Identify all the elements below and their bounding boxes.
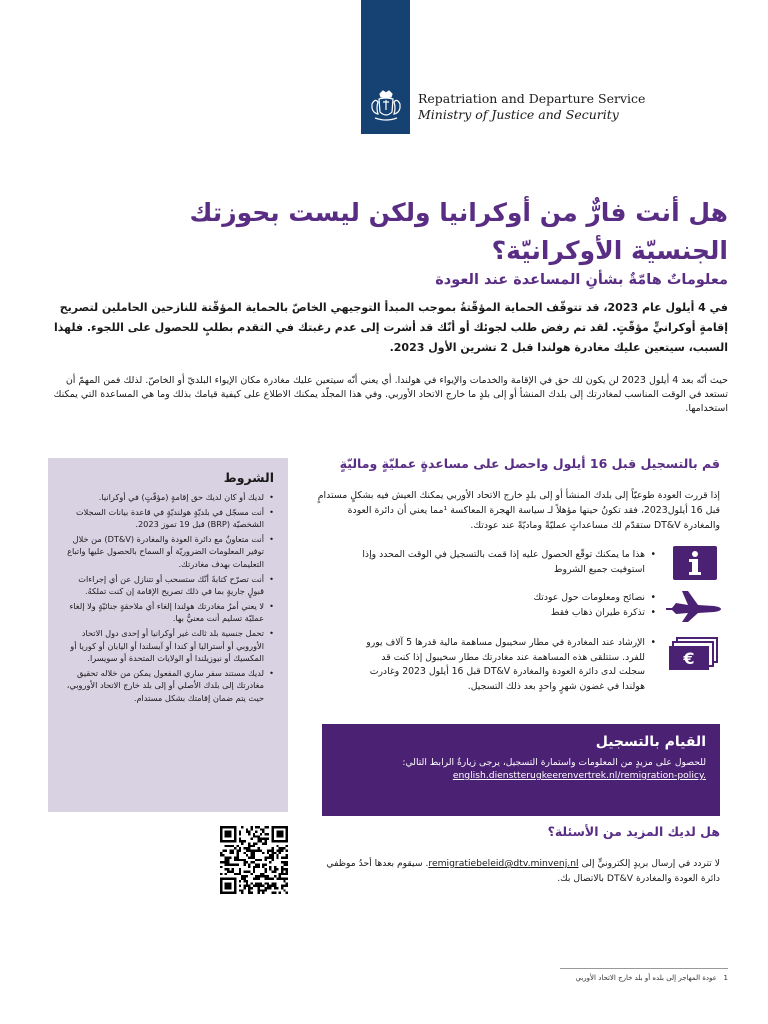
feature-airplane-text — [356, 591, 656, 620]
page-subtitle: معلوماتٌ هامّةٌ بشأنِ المساعدة عند العودة — [435, 272, 728, 288]
page-title: هل أنت فارٌّ من أوكرانيا ولكن ليست بحوزتك الجنسيّة الأوكرانيّة؟ — [189, 198, 728, 265]
intro-paragraph: حيث أنّه بعد 4 أيلول 2023 لن يكون لك حق في الإقامة والخدمات والإيواء في هولندا. أي يعني أنّه سيتعين عليك مغادرة مكان الإيواء البلديّ أو الخاصّ. لذلك فمن المهمّ أن تستعد في الوقت المناسب لمغادرتك إلى بلدك المنشأ أو إلى بلدٍ ما خارج الاتحاد الأوربي. وفي هذا المجلّد يمكنك الاطلاع على كيفية قيامك بذلك وما هي المساعدة التي يمكنك استخدامها. — [53, 375, 728, 414]
feature-item: • نصائح ومعلومات حول عودتك — [356, 591, 656, 606]
svg-text:€: € — [683, 649, 695, 668]
feature-item: • تذكرة طيران ذهاب فقط — [356, 606, 656, 621]
info-icon — [673, 546, 717, 580]
condition-item: • لديك مستند سفر ساري المفعول يمكن من خلاله تحقيق مغادرتك إلى بلدك الأصلي أو إلى بلد خارج الاتحاد الأوروبي، حيث يتم ضمان إقامتك بشكل مستدام. — [60, 667, 274, 705]
airplane-icon — [664, 588, 722, 624]
questions-title: هل لديك المزيد من الأسئلة؟ — [547, 824, 720, 839]
questions-text-before: لا تتردد في إرسال بريدٍ إلكترونيٍّ إلى — [581, 858, 720, 869]
condition-item: • لا يعني أمرُ مغادرتك هولندا إلغاء أي ملاحقةٍ جنائيّةٍ ولا إلغاء عمليّة تسليم أنت معنيٌّ بها. — [60, 600, 274, 625]
contact-email-link[interactable]: remigratiebeleid@dtv.minvenj.nl — [428, 858, 579, 869]
cta-title: القيام بالتسجيل — [595, 734, 706, 750]
lead-paragraph: في 4 أيلول عام 2023، قد تتوقّف الحماية المؤقّتةُ بموجب المبدأ التوجيهي الخاصّ بالحماية المؤقّتة للنازحين الحاملين لتصريح إقامةٍ أوكرانيٍّ مؤقّتٍ. لقد تم رفض طلب لجوئك أو أنّك قد أشرت إلى عدم رغبتك في التقدم بطلبٍ للحصول على اللجوء. فلهذا السبب، سيتعين عليك مغادرة هولندا قبل 2 تشرين الأول 2023. — [53, 301, 728, 354]
feature-item: • هذا ما يمكنك توقّع الحصول عليه إذا قمت بالتسجيل في الوقت المحدد وإذا استوفيت جميع الشروط — [356, 548, 656, 577]
conditions-title: الشروط — [223, 470, 274, 485]
condition-item: • تحمل جنسية بلد ثالث غير أوكرانيا أو إحدى دول الاتحاد الأوروبي أو أستراليا أو كندا أو آيسلندا أو اليابان أو كوريا أو المكسيك أو نيوزيلندا أو الولايات المتحدة أو سويسرا. — [60, 627, 274, 665]
condition-item: • لديك أو كان لديك حق إقامةٍ (مؤقّتٍ) في أوكرانيا. — [60, 491, 274, 504]
qr-code[interactable] — [220, 826, 288, 894]
footnote — [508, 974, 728, 982]
questions-text-after: . سيقوم بعدها أحدُ موظفي دائرة العودة والمغادرة DT&V بالاتصال بك. — [326, 858, 720, 884]
cta-text: للحصول على مزيدٍ من المعلومات واستمارة التسجيل، يرجى زيارةُ الرابط التالي: — [402, 757, 706, 768]
condition-item: • أنت متعاونٌ مع دائرة العودة والمغادرة (DT&V) من خلال توفير المعلومات الضروريّة أو السماح بالحصول عليها واتباع التعليمات بهدف مغادرتك. — [60, 533, 274, 571]
condition-item: • أنت تصرّح كتابةً أنّك ستسحب أو تتنازل عن أي إجراءات قبولٍ جاريةٍ بما في ذلك تصريح الإقامة إن كنت تملكهُ. — [60, 573, 274, 598]
condition-item: • أنت مسجّل في بلديّةٍ هولنديّةٍ في قاعدة بيانات السجلات الشخصيّة (BRP) قبل 19 تموز 2023. — [60, 506, 274, 531]
money-icon — [667, 636, 719, 672]
crest-logo-icon — [366, 86, 406, 126]
register-title: قم بالتسجيل قبل 16 أيلول واحصل على مساعدةٍ عمليّةٍ وماليّةٍ — [339, 456, 720, 471]
conditions-box — [48, 458, 288, 812]
feature-info-text — [356, 548, 656, 577]
footnote-text: عودة المهاجر إلى بلده أو بلد خارج الاتحاد الأوربي — [575, 974, 717, 982]
questions-body — [312, 856, 720, 886]
registration-link[interactable]: english.dienstterugkeerenvertrek.nl/remigration-policy. — [452, 770, 706, 781]
conditions-list — [60, 491, 274, 705]
org-line-2: Ministry of Justice and Security — [418, 107, 619, 122]
footnote-number: 1 — [723, 974, 728, 982]
org-line-1: Repatriation and Departure Service — [418, 91, 646, 106]
organization-name — [418, 91, 645, 123]
feature-money-text — [356, 636, 656, 694]
footnote-divider — [560, 968, 728, 969]
register-body: إذا قررت العودة طوعيّاً إلى بلدك المنشأ أو إلى بلدٍ خارج الاتحاد الأوربي يمكنك العيش فيه بشكلٍ مستدامٍ قبل 16 أيلول2023، فقد تكونُ حينها مؤهلاً لـ سياسة الهجرة المعاكسة ¹مما يعني أن دائرة العودة والمغادرة DT&V ستقدّم لك مساعداتٍ عمليّةً وماديّةً عند عودتك. — [317, 490, 720, 531]
feature-item: • الإرشاد عند المغادرة في مطار سخيبول مساهمة مالية قدرها 5 آلاف يورو للفرد. ستتلقى هذه المساهمة عند مغادرتك مطار سخيبول إذا كنت قد سجلت لدى دائرة العودة والمغادرة DT&V قبل 16 أيلول 2023 وغادرت هولندا في غضون شهرٍ واحدٍ بعد ذلك التسجيل. — [356, 636, 656, 694]
registration-cta-box — [322, 724, 720, 816]
